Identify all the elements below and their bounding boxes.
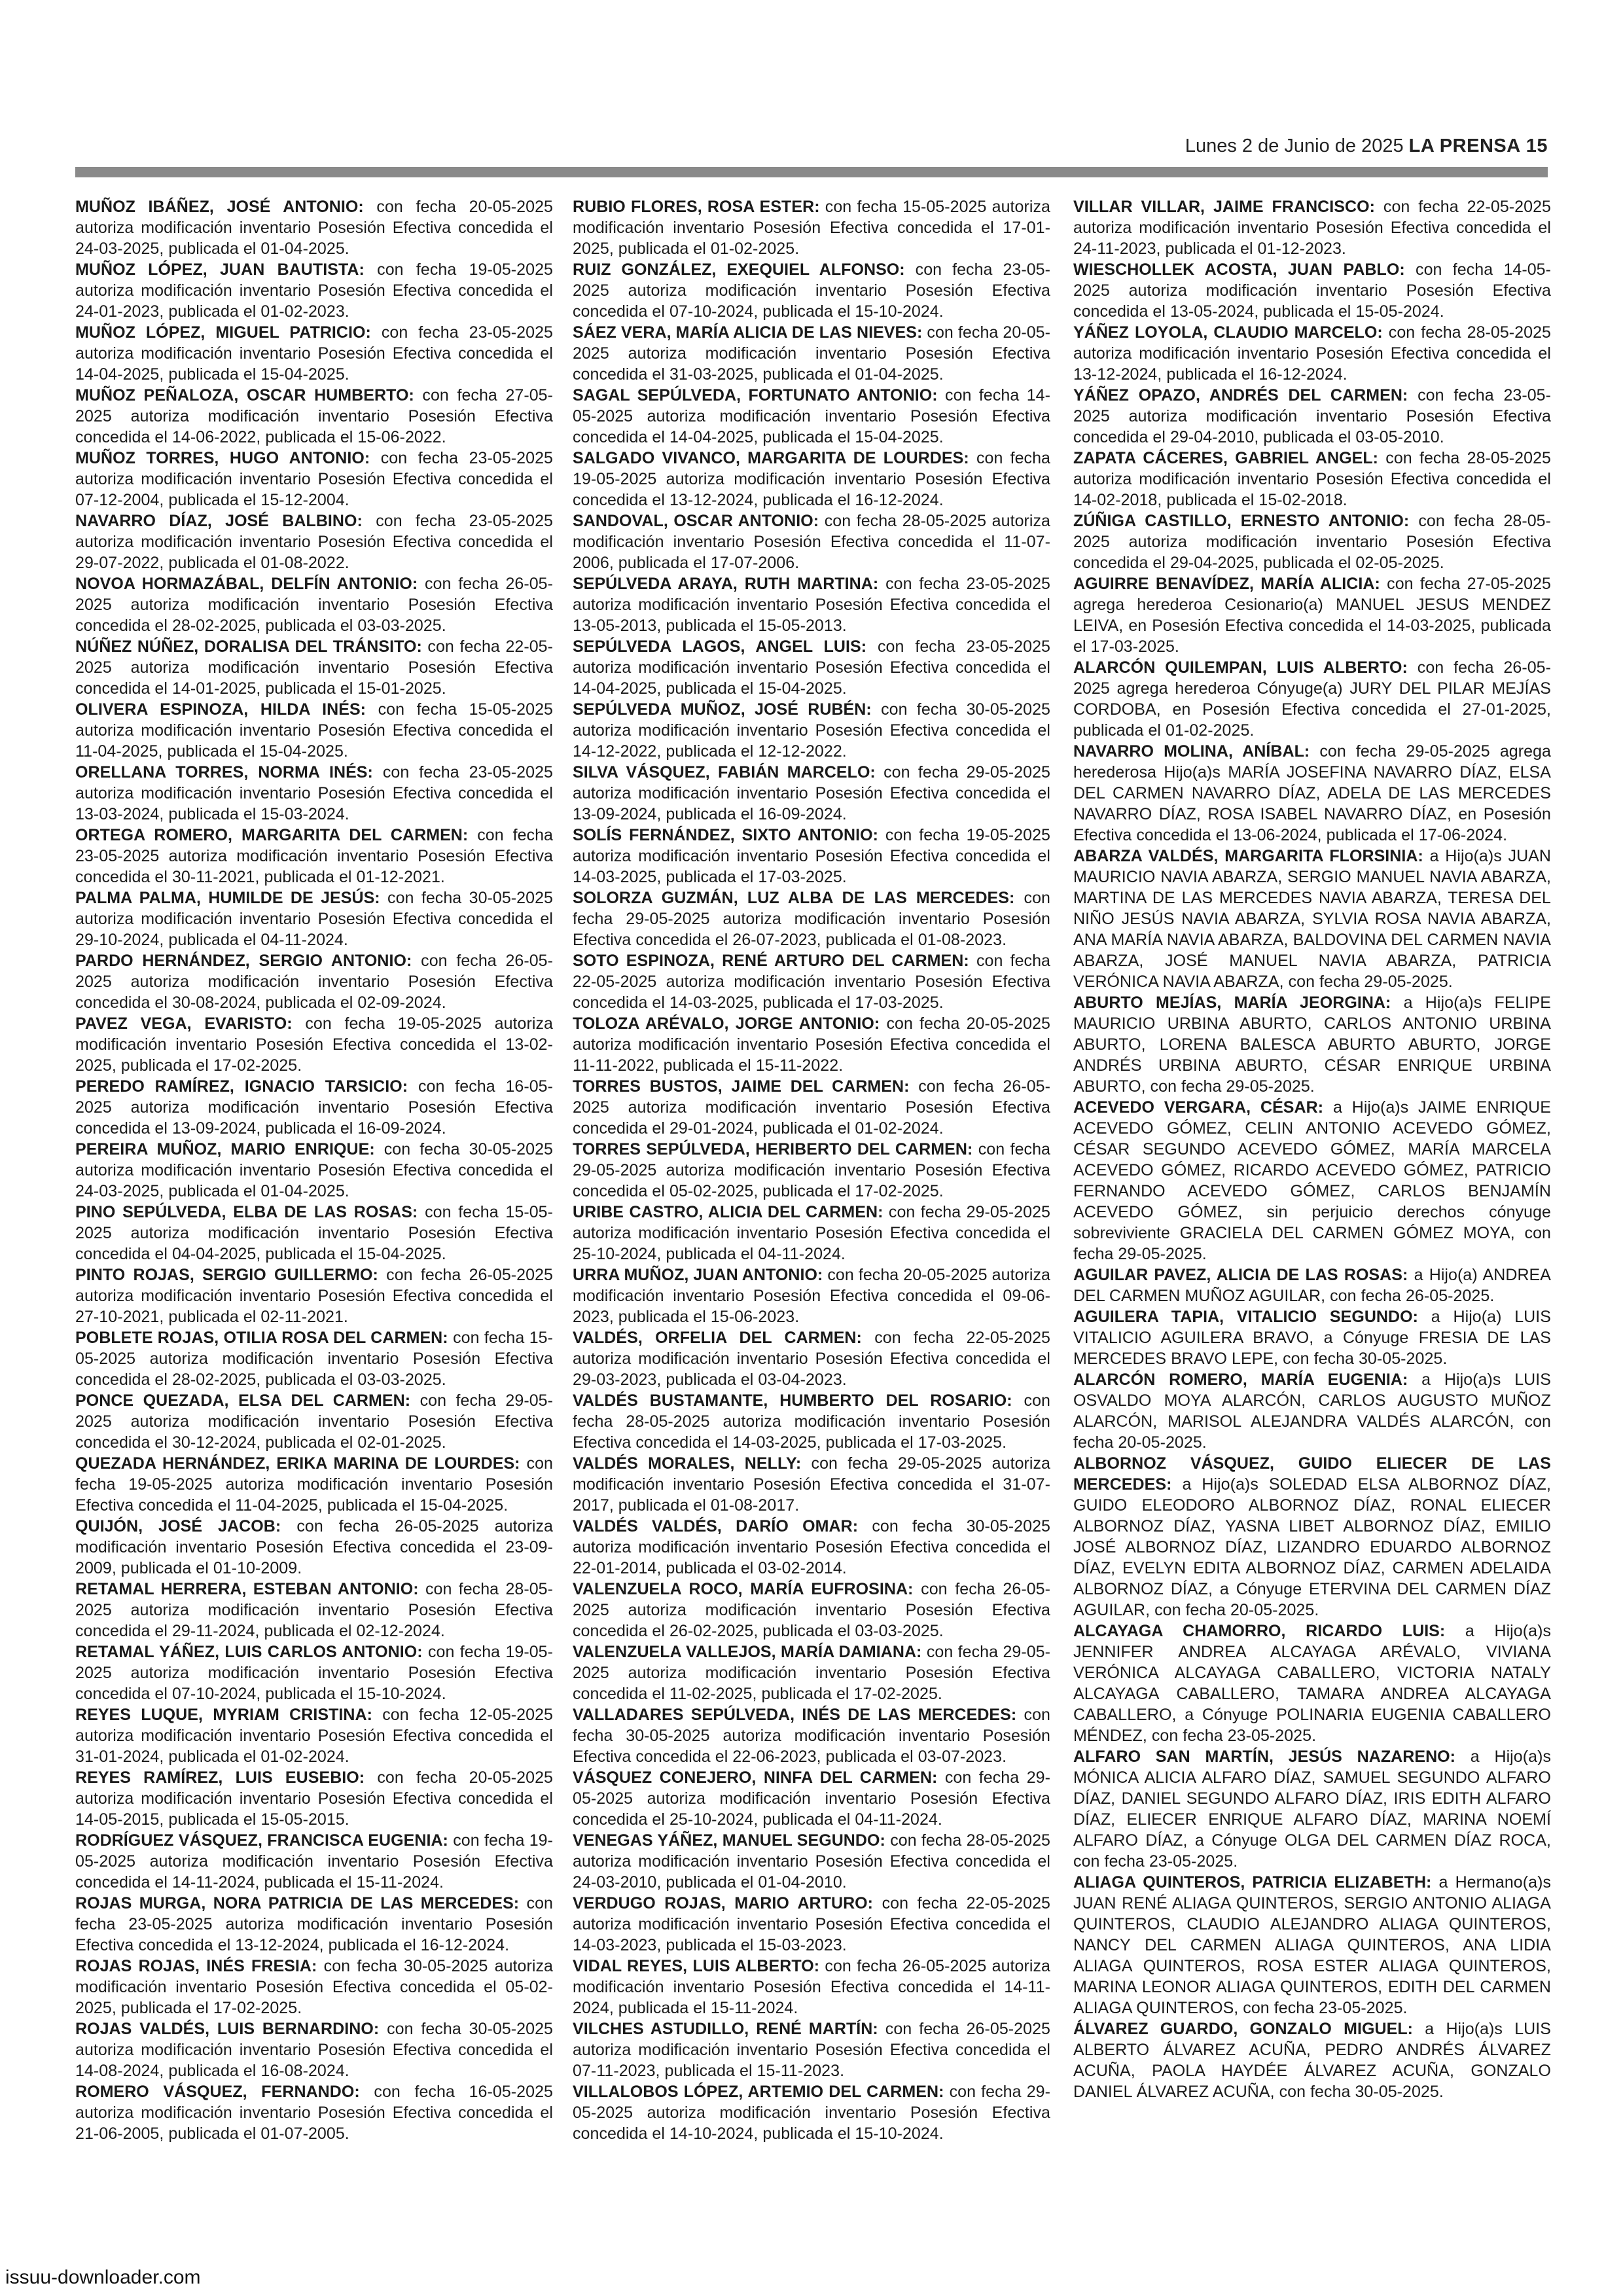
notice-name: ROJAS VALDÉS, LUIS BERNARDINO: (75, 2020, 380, 2038)
notice-name: ROMERO VÁSQUEZ, FERNANDO: (75, 2083, 360, 2101)
notice-entry (1073, 1369, 1551, 1453)
notice-name: RETAMAL HERRERA, ESTEBAN ANTONIO: (75, 1580, 419, 1598)
notice-name: MUÑOZ PEÑALOZA, OSCAR HUMBERTO: (75, 386, 414, 404)
notice-entry (1073, 2018, 1551, 2102)
notice-text: con fecha 26-05-2025 autoriza modificación inventario Posesión Efectiva concedida el 23-09-2009, publicada el 01-10-2009. (75, 1517, 553, 1577)
notice-text: con fecha 26-05-2025 autoriza modificación inventario Posesión Efectiva concedida el 28-02-2025, publicada el 03-03-2025. (75, 575, 553, 635)
notice-entry (75, 1767, 553, 1830)
notice-name: MUÑOZ LÓPEZ, JUAN BAUTISTA: (75, 260, 365, 279)
notice-entry (75, 888, 553, 950)
notice-entry (573, 1076, 1050, 1139)
notice-entry (1073, 573, 1551, 657)
notice-name: ROJAS MURGA, NORA PATRICIA DE LAS MERCEDES: (75, 1894, 520, 1912)
notice-entry (573, 699, 1050, 762)
notice-name: QUEZADA HERNÁNDEZ, ERIKA MARINA DE LOURDES: (75, 1454, 520, 1473)
notice-name: URIBE CASTRO, ALICIA DEL CARMEN: (573, 1203, 883, 1221)
notice-entry (75, 636, 553, 699)
notice-name: SEPÚLVEDA LAGOS, ANGEL LUIS: (573, 637, 867, 656)
notice-text: con fecha 28-05-2025 autoriza modificación inventario Posesión Efectiva concedida el 24-03-2010, publicada el 01-04-2010. (573, 1831, 1050, 1892)
notice-text: con fecha 29-05-2025 autoriza modificación inventario Posesión Efectiva concedida el 31-07-2017, publicada el 01-08-2017. (573, 1454, 1050, 1515)
notice-entry (75, 825, 553, 888)
notice-entry (573, 1641, 1050, 1704)
notice-text: con fecha 28-05-2025 autoriza modificación inventario Posesión Efectiva concedida el 29-04-2025, publicada el 02-05-2025. (1073, 512, 1551, 572)
notice-entry (573, 1893, 1050, 1956)
notice-name: AGUIRRE BENAVÍDEZ, MARÍA ALICIA: (1073, 575, 1380, 593)
header-paper: LA PRENSA (1408, 135, 1521, 156)
notice-name: PONCE QUEZADA, ELSA DEL CARMEN: (75, 1391, 411, 1410)
notice-name: YÁÑEZ OPAZO, ANDRÉS DEL CARMEN: (1073, 386, 1408, 404)
notice-text: con fecha 27-05-2025 agrega herederoa Cesionario(a) MANUEL JESUS MENDEZ LEIVA, en Posesión Efectiva concedida el 14-03-2025, publicada el 17-03-2025. (1073, 575, 1551, 656)
notice-name: VILLALOBOS LÓPEZ, ARTEMIO DEL CARMEN: (573, 2083, 944, 2101)
header-page-number: 15 (1525, 135, 1548, 156)
notice-text: con fecha 28-05-2025 autoriza modificación inventario Posesión Efectiva concedida el 14-02-2018, publicada el 15-02-2018. (1073, 449, 1551, 509)
notice-name: VILCHES ASTUDILLO, RENÉ MARTÍN: (573, 2020, 878, 2038)
notice-entry (573, 2081, 1050, 2144)
notice-text: con fecha 15-05-2025 autoriza modificación inventario Posesión Efectiva concedida el 04-04-2025, publicada el 15-04-2025. (75, 1203, 553, 1263)
notice-entry (75, 1076, 553, 1139)
notice-entry (1073, 657, 1551, 741)
notice-text: a Hijo(a)s JENNIFER ANDREA ALCAYAGA ARÉVALO, VIVIANA VERÓNICA ALCAYAGA CABALLERO, VICTORIA NATALY ALCAYAGA CABALLERO, TAMARA ANDREA ALCAYAGA CABALLERO, a Cónyuge POLINARIA EUGENIA CABALLERO MÉNDEZ, con fecha 23-05-2025. (1073, 1622, 1551, 1745)
notice-entry (573, 322, 1050, 385)
notice-entry (75, 2081, 553, 2144)
notice-entry (75, 1327, 553, 1390)
notice-entry (75, 1956, 553, 2018)
notice-entry (75, 448, 553, 511)
notice-entry (573, 1704, 1050, 1767)
notice-name: PINTO ROJAS, SERGIO GUILLERMO: (75, 1266, 378, 1284)
notice-entry (573, 1265, 1050, 1327)
notice-text: con fecha 23-05-2025 autoriza modificación inventario Posesión Efectiva concedida el 13-05-2013, publicada el 15-05-2013. (573, 575, 1050, 635)
notice-entry (75, 1013, 553, 1076)
notice-text: con fecha 29-05-2025 autoriza modificación inventario Posesión Efectiva concedida el 14-10-2024, publicada el 15-10-2024. (573, 2083, 1050, 2143)
notice-text: con fecha 23-05-2025 autoriza modificación inventario Posesión Efectiva concedida el 14-04-2025, publicada el 15-04-2025. (573, 637, 1050, 698)
notice-text: con fecha 26-05-2025 autoriza modificación inventario Posesión Efectiva concedida el 29-01-2024, publicada el 01-02-2024. (573, 1077, 1050, 1138)
notice-entry (573, 1013, 1050, 1076)
notice-name: ORTEGA ROMERO, MARGARITA DEL CARMEN: (75, 826, 469, 844)
notice-text: con fecha 19-05-2025 autoriza modificación inventario Posesión Efectiva concedida el 11-04-2025, publicada el 15-04-2025. (75, 1454, 553, 1515)
notice-text: a Hijo(a)s LUIS ALBERTO ÁLVAREZ ACUÑA, PEDRO ANDRÉS ÁLVAREZ ACUÑA, PAOLA HAYDÉE ÁLVAREZ ACUÑA, GONZALO DANIEL ÁLVAREZ ACUÑA, con fecha 30-05-2025. (1073, 2020, 1551, 2101)
notice-name: RUBIO FLORES, ROSA ESTER: (573, 198, 820, 216)
notice-name: PALMA PALMA, HUMILDE DE JESÚS: (75, 889, 380, 907)
notice-text: con fecha 30-05-2025 autoriza modificación inventario Posesión Efectiva concedida el 14-08-2024, publicada el 16-08-2024. (75, 2020, 553, 2080)
notice-text: a Hermano(a)s JUAN RENÉ ALIAGA QUINTEROS, SERGIO ANTONIO ALIAGA QUINTEROS, CLAUDIO ALEJANDRO ALIAGA QUINTEROS, NANCY DEL CARMEN ALIAGA QUINTEROS, ANA LIDIA ALIAGA QUINTEROS, ROSA ESTER ALIAGA QUINTEROS, MARINA LEONOR ALIAGA QUINTEROS, EDITH DEL CARMEN ALIAGA QUINTEROS, con fecha 23-05-2025. (1073, 1873, 1551, 2017)
notice-name: ÁLVAREZ GUARDO, GONZALO MIGUEL: (1073, 2020, 1414, 2038)
notice-entry (1073, 1453, 1551, 1621)
notice-entry (1073, 741, 1551, 846)
notice-name: MUÑOZ LÓPEZ, MIGUEL PATRICIO: (75, 323, 371, 342)
notice-entry (75, 1265, 553, 1327)
notice-name: ROJAS ROJAS, INÉS FRESIA: (75, 1957, 317, 1975)
notice-text: con fecha 15-05-2025 autoriza modificación inventario Posesión Efectiva concedida el 11-04-2025, publicada el 15-04-2025. (75, 700, 553, 761)
notice-name: PINO SEPÚLVEDA, ELBA DE LAS ROSAS: (75, 1203, 418, 1221)
notice-name: ZAPATA CÁCERES, GABRIEL ANGEL: (1073, 449, 1379, 467)
notice-entry (573, 259, 1050, 322)
notice-entry (1073, 511, 1551, 573)
notice-text: con fecha 30-05-2025 autoriza modificación inventario Posesión Efectiva concedida el 22-06-2023, publicada el 03-07-2023. (573, 1706, 1050, 1766)
notice-entry (1073, 385, 1551, 448)
notice-text: con fecha 22-05-2025 autoriza modificación inventario Posesión Efectiva concedida el 14-03-2023, publicada el 15-03-2023. (573, 1894, 1050, 1954)
notice-text: con fecha 19-05-2025 autoriza modificación inventario Posesión Efectiva concedida el 24-01-2023, publicada el 01-02-2023. (75, 260, 553, 321)
notice-entry (75, 2018, 553, 2081)
notice-entry (75, 196, 553, 259)
notice-text: con fecha 30-05-2025 autoriza modificación inventario Posesión Efectiva concedida el 22-01-2014, publicada el 03-02-2014. (573, 1517, 1050, 1577)
notice-text: con fecha 23-05-2025 autoriza modificación inventario Posesión Efectiva concedida el 14-04-2025, publicada el 15-04-2025. (75, 323, 553, 384)
notice-entry (573, 1516, 1050, 1579)
notice-text: con fecha 14-05-2025 autoriza modificación inventario Posesión Efectiva concedida el 14-04-2025, publicada el 15-04-2025. (573, 386, 1050, 446)
notice-name: ALCAYAGA CHAMORRO, RICARDO LUIS: (1073, 1622, 1446, 1640)
notice-text: con fecha 12-05-2025 autoriza modificación inventario Posesión Efectiva concedida el 31-01-2024, publicada el 01-02-2024. (75, 1706, 553, 1766)
notice-text: con fecha 23-05-2025 autoriza modificación inventario Posesión Efectiva concedida el 07-12-2004, publicada el 15-12-2004. (75, 449, 553, 509)
notice-text: con fecha 22-05-2025 autoriza modificación inventario Posesión Efectiva concedida el 14-01-2025, publicada el 15-01-2025. (75, 637, 553, 698)
notice-name: VENEGAS YÁÑEZ, MANUEL SEGUNDO: (573, 1831, 885, 1850)
notice-name: VERDUGO ROJAS, MARIO ARTURO: (573, 1894, 874, 1912)
notice-text: con fecha 19-05-2025 autoriza modificación inventario Posesión Efectiva concedida el 14-11-2024, publicada el 15-11-2024. (75, 1831, 553, 1892)
notice-text: con fecha 26-05-2025 agrega herederoa Cónyuge(a) JURY DEL PILAR MEJÍAS CORDOBA, en Posesión Efectiva concedida el 27-01-2025, publicada el 01-02-2025. (1073, 658, 1551, 740)
notice-text: con fecha 26-05-2025 autoriza modificación inventario Posesión Efectiva concedida el 07-11-2023, publicada el 15-11-2023. (573, 2020, 1050, 2080)
notice-text: con fecha 27-05-2025 autoriza modificación inventario Posesión Efectiva concedida el 14-06-2022, publicada el 15-06-2022. (75, 386, 553, 446)
notice-name: REYES RAMÍREZ, LUIS EUSEBIO: (75, 1768, 365, 1787)
notice-text: con fecha 28-05-2025 autoriza modificación inventario Posesión Efectiva concedida el 11-07-2006, publicada el 17-07-2006. (573, 512, 1050, 572)
notice-text: con fecha 29-05-2025 agrega herederosa Hijo(a)s MARÍA JOSEFINA NAVARRO DÍAZ, ELSA DEL CARMEN NAVARRO DÍAZ, ADELA DE LAS MERCEDES NAVARRO DÍAZ, ROSA ISABEL NAVARRO DÍAZ, en Posesión Efectiva concedida el 13-06-2024, publicada el 17-06-2024. (1073, 742, 1551, 844)
notice-name: VALENZUELA ROCO, MARÍA EUFROSINA: (573, 1580, 914, 1598)
notice-text: con fecha 20-05-2025 autoriza modificación inventario Posesión Efectiva concedida el 14-05-2015, publicada el 15-05-2015. (75, 1768, 553, 1829)
notice-name: OLIVERA ESPINOZA, HILDA INÉS: (75, 700, 366, 719)
notice-entry (75, 1704, 553, 1767)
notice-name: ZÚÑIGA CASTILLO, ERNESTO ANTONIO: (1073, 512, 1410, 530)
notice-name: RUIZ GONZÁLEZ, EXEQUIEL ALFONSO: (573, 260, 905, 279)
notice-name: PARDO HERNÁNDEZ, SERGIO ANTONIO: (75, 952, 412, 970)
notice-name: MUÑOZ TORRES, HUGO ANTONIO: (75, 449, 370, 467)
notice-name: SEPÚLVEDA MUÑOZ, JOSÉ RUBÉN: (573, 700, 872, 719)
notice-text: a Hijo(a)s FELIPE MAURICIO URBINA ABURTO, CARLOS ANTONIO URBINA ABURTO, LORENA BALESCA ABURTO ABURTO, JORGE ANDRÉS URBINA ABURTO, CÉSAR ENRIQUE URBINA ABURTO, con fecha 29-05-2025. (1073, 994, 1551, 1096)
notice-entry (75, 1139, 553, 1202)
notice-name: ALARCÓN QUILEMPAN, LUIS ALBERTO: (1073, 658, 1408, 677)
notice-name: NÚÑEZ NÚÑEZ, DORALISA DEL TRÁNSITO: (75, 637, 422, 656)
notice-entry (1073, 846, 1551, 992)
notice-name: POBLETE ROJAS, OTILIA ROSA DEL CARMEN: (75, 1329, 448, 1347)
notice-name: ALBORNOZ VÁSQUEZ, GUIDO ELIECER DE LAS MERCEDES: (1073, 1454, 1551, 1494)
notice-name: RETAMAL YÁÑEZ, LUIS CARLOS ANTONIO: (75, 1643, 423, 1661)
notice-text: con fecha 16-05-2025 autoriza modificación inventario Posesión Efectiva concedida el 21-06-2005, publicada el 01-07-2005. (75, 2083, 553, 2143)
notice-name: VILLAR VILLAR, JAIME FRANCISCO: (1073, 198, 1375, 216)
notice-text: con fecha 26-05-2025 autoriza modificación inventario Posesión Efectiva concedida el 26-02-2025, publicada el 03-03-2025. (573, 1580, 1050, 1640)
notice-name: VÁSQUEZ CONEJERO, NINFA DEL CARMEN: (573, 1768, 938, 1787)
notice-name: URRA MUÑOZ, JUAN ANTONIO: (573, 1266, 823, 1284)
notice-text: con fecha 29-05-2025 autoriza modificación inventario Posesión Efectiva concedida el 30-12-2024, publicada el 02-01-2025. (75, 1391, 553, 1452)
notice-entry (1073, 1621, 1551, 1746)
notice-name: NOVOA HORMAZÁBAL, DELFÍN ANTONIO: (75, 575, 418, 593)
notice-name: NAVARRO MOLINA, ANÍBAL: (1073, 742, 1310, 761)
page-header (75, 134, 1548, 158)
notice-entry (1073, 1265, 1551, 1306)
notice-text: con fecha 23-05-2025 autoriza modificación inventario Posesión Efectiva concedida el 07-10-2024, publicada el 15-10-2024. (573, 260, 1050, 321)
notice-entry (75, 259, 553, 322)
notice-entry (573, 888, 1050, 950)
notice-text: con fecha 30-05-2025 autoriza modificación inventario Posesión Efectiva concedida el 24-03-2025, publicada el 01-04-2025. (75, 1140, 553, 1200)
notice-text: con fecha 30-05-2025 autoriza modificación inventario Posesión Efectiva concedida el 29-10-2024, publicada el 04-11-2024. (75, 889, 553, 949)
notice-text: con fecha 22-05-2025 autoriza modificación inventario Posesión Efectiva concedida el 14-03-2025, publicada el 17-03-2025. (573, 952, 1050, 1012)
notice-entry (573, 511, 1050, 573)
notice-name: PAVEZ VEGA, EVARISTO: (75, 1014, 293, 1033)
notice-text: con fecha 19-05-2025 autoriza modificación inventario Posesión Efectiva concedida el 13-02-2025, publicada el 17-02-2025. (75, 1014, 553, 1075)
notice-entry (75, 1641, 553, 1704)
notice-text: con fecha 15-05-2025 autoriza modificación inventario Posesión Efectiva concedida el 28-02-2025, publicada el 03-03-2025. (75, 1329, 553, 1389)
notice-text: con fecha 22-05-2025 autoriza modificación inventario Posesión Efectiva concedida el 29-03-2023, publicada el 03-04-2023. (573, 1329, 1050, 1389)
notice-entry (1073, 196, 1551, 259)
notice-entry (573, 762, 1050, 825)
notice-entry (573, 1767, 1050, 1830)
notice-entry (75, 762, 553, 825)
footer-watermark: issuu-downloader.com (5, 2267, 201, 2288)
notice-entry (1073, 1872, 1551, 2018)
notice-name: SEPÚLVEDA ARAYA, RUTH MARTINA: (573, 575, 879, 593)
notice-name: YÁÑEZ LOYOLA, CLAUDIO MARCELO: (1073, 323, 1383, 342)
notice-entry (1073, 1306, 1551, 1369)
notice-name: NAVARRO DÍAZ, JOSÉ BALBINO: (75, 512, 363, 530)
notice-entry (573, 1327, 1050, 1390)
notice-name: VALDÉS MORALES, NELLY: (573, 1454, 802, 1473)
notice-text: a Hijo(a)s JUAN MAURICIO NAVIA ABARZA, SERGIO MANUEL NAVIA ABARZA, MARTINA DE LAS MERCEDES NAVIA ABARZA, TERESA DEL NIÑO JESÚS NAVIA ABARZA, SYLVIA ROSA NAVIA ABARZA, ANA MARÍA NAVIA ABARZA, BALDOVINA DEL CARMEN NAVIA ABARZA, JOSÉ MANUEL NAVIA ABARZA, PATRICIA VERÓNICA NAVIA ABARZA, con fecha 29-05-2025. (1073, 847, 1551, 991)
notice-entry (75, 1516, 553, 1579)
notice-entry (75, 699, 553, 762)
notice-entry (75, 1830, 553, 1893)
notice-name: ACEVEDO VERGARA, CÉSAR: (1073, 1098, 1324, 1117)
notice-name: VALLADARES SEPÚLVEDA, INÉS DE LAS MERCEDES: (573, 1706, 1017, 1724)
notice-name: SAGAL SEPÚLVEDA, FORTUNATO ANTONIO: (573, 386, 938, 404)
notice-name: AGUILERA TAPIA, VITALICIO SEGUNDO: (1073, 1308, 1419, 1326)
notice-entry (573, 573, 1050, 636)
notice-name: REYES LUQUE, MYRIAM CRISTINA: (75, 1706, 372, 1724)
notice-entry (573, 2018, 1050, 2081)
notice-text: con fecha 20-05-2025 autoriza modificación inventario Posesión Efectiva concedida el 24-03-2025, publicada el 01-04-2025. (75, 198, 553, 258)
notice-entry (573, 1579, 1050, 1641)
notice-entry (75, 573, 553, 636)
notice-entry (573, 1830, 1050, 1893)
notice-name: TORRES BUSTOS, JAIME DEL CARMEN: (573, 1077, 910, 1096)
notice-entry (573, 1390, 1050, 1453)
notice-text: a Hijo(a) LUIS VITALICIO AGUILERA BRAVO, a Cónyuge FRESIA DE LAS MERCEDES BRAVO LEPE, con fecha 30-05-2025. (1073, 1308, 1551, 1368)
notice-entry (573, 950, 1050, 1013)
notice-entry (75, 1202, 553, 1265)
notice-entry (75, 1390, 553, 1453)
notice-entry (1073, 322, 1551, 385)
notice-entry (1073, 259, 1551, 322)
notice-entry (573, 1956, 1050, 2018)
notice-entry (573, 385, 1050, 448)
notice-entry (75, 385, 553, 448)
notice-name: PEREIRA MUÑOZ, MARIO ENRIQUE: (75, 1140, 375, 1158)
notice-name: ORELLANA TORRES, NORMA INÉS: (75, 763, 373, 781)
notice-name: ABARZA VALDÉS, MARGARITA FLORSINIA: (1073, 847, 1423, 865)
notice-text: a Hijo(a)s MÓNICA ALICIA ALFARO DÍAZ, SAMUEL SEGUNDO ALFARO DÍAZ, DANIEL SEGUNDO ALFARO DÍAZ, IRIS EDITH ALFARO DÍAZ, ELIECER ENRIQUE ALFARO DÍAZ, MARINA NOEMÍ ALFARO DÍAZ, a Cónyuge OLGA DEL CARMEN DÍAZ ROCA, con fecha 23-05-2025. (1073, 1748, 1551, 1871)
notice-text: con fecha 29-05-2025 autoriza modificación inventario Posesión Efectiva concedida el 11-02-2025, publicada el 17-02-2025. (573, 1643, 1050, 1703)
notice-entry (573, 448, 1050, 511)
notice-text: con fecha 16-05-2025 autoriza modificación inventario Posesión Efectiva concedida el 13-09-2024, publicada el 16-09-2024. (75, 1077, 553, 1138)
header-rule (75, 167, 1548, 177)
notice-name: SOLÍS FERNÁNDEZ, SIXTO ANTONIO: (573, 826, 879, 844)
notice-entry (75, 1579, 553, 1641)
notice-text: con fecha 19-05-2025 autoriza modificación inventario Posesión Efectiva concedida el 13-12-2024, publicada el 16-12-2024. (573, 449, 1050, 509)
notice-entry (1073, 1097, 1551, 1265)
notice-name: MUÑOZ IBÁÑEZ, JOSÉ ANTONIO: (75, 198, 364, 216)
notice-text: a Hijo(a)s SOLEDAD ELSA ALBORNOZ DÍAZ, GUIDO ELEODORO ALBORNOZ DÍAZ, RONAL ELIECER ALBORNOZ DÍAZ, YASNA LIBET ALBORNOZ DÍAZ, EMILIO JOSÉ ALBORNOZ DÍAZ, LIZANDRO EDUARDO ALBORNOZ DÍAZ, EVELYN EDITA ALBORNOZ DÍAZ, CARMEN ADELAIDA ALBORNOZ DÍAZ, a Cónyuge ETERVINA DEL CARMEN DÍAZ AGUILAR, con fecha 20-05-2025. (1073, 1475, 1551, 1619)
notice-name: SILVA VÁSQUEZ, FABIÁN MARCELO: (573, 763, 876, 781)
notice-text: con fecha 23-05-2025 autoriza modificación inventario Posesión Efectiva concedida el 13-12-2024, publicada el 16-12-2024. (75, 1894, 553, 1954)
notice-text: con fecha 20-05-2025 autoriza modificación inventario Posesión Efectiva concedida el 11-11-2022, publicada el 15-11-2022. (573, 1014, 1050, 1075)
notice-text: con fecha 15-05-2025 autoriza modificación inventario Posesión Efectiva concedida el 17-01-2025, publicada el 01-02-2025. (573, 198, 1050, 258)
column-1 (75, 196, 553, 2199)
notice-text: con fecha 29-05-2025 autoriza modificación inventario Posesión Efectiva concedida el 25-10-2024, publicada el 04-11-2024. (573, 1768, 1050, 1829)
notice-name: TORRES SEPÚLVEDA, HERIBERTO DEL CARMEN: (573, 1140, 973, 1158)
notice-text: con fecha 29-05-2025 autoriza modificación inventario Posesión Efectiva concedida el 26-07-2023, publicada el 01-08-2023. (573, 889, 1050, 949)
notice-name: SÁEZ VERA, MARÍA ALICIA DE LAS NIEVES: (573, 323, 923, 342)
notice-entry (75, 950, 553, 1013)
notice-text: con fecha 14-05-2025 autoriza modificación inventario Posesión Efectiva concedida el 13-05-2024, publicada el 15-05-2024. (1073, 260, 1551, 321)
notice-text: con fecha 22-05-2025 autoriza modificación inventario Posesión Efectiva concedida el 24-11-2023, publicada el 01-12-2023. (1073, 198, 1551, 258)
notice-entry (75, 511, 553, 573)
notice-entry (1073, 1746, 1551, 1872)
notice-name: RODRÍGUEZ VÁSQUEZ, FRANCISCA EUGENIA: (75, 1831, 448, 1850)
notice-text: con fecha 26-05-2025 autoriza modificación inventario Posesión Efectiva concedida el 27-10-2021, publicada el 02-11-2021. (75, 1266, 553, 1326)
notice-name: TOLOZA ARÉVALO, JORGE ANTONIO: (573, 1014, 880, 1033)
notice-name: SOTO ESPINOZA, RENÉ ARTURO DEL CARMEN: (573, 952, 969, 970)
notice-entry (1073, 992, 1551, 1097)
notice-text: con fecha 28-05-2025 autoriza modificación inventario Posesión Efectiva concedida el 14-03-2025, publicada el 17-03-2025. (573, 1391, 1050, 1452)
notice-name: AGUILAR PAVEZ, ALICIA DE LAS ROSAS: (1073, 1266, 1408, 1284)
notice-text: con fecha 28-05-2025 autoriza modificación inventario Posesión Efectiva concedida el 29-11-2024, publicada el 02-12-2024. (75, 1580, 553, 1640)
notice-name: ALFARO SAN MARTÍN, JESÚS NAZARENO: (1073, 1748, 1456, 1766)
notice-text: con fecha 23-05-2025 autoriza modificación inventario Posesión Efectiva concedida el 29-04-2010, publicada el 03-05-2010. (1073, 386, 1551, 446)
notice-entry (1073, 448, 1551, 511)
notice-text: con fecha 19-05-2025 autoriza modificación inventario Posesión Efectiva concedida el 07-10-2024, publicada el 15-10-2024. (75, 1643, 553, 1703)
notice-text: con fecha 28-05-2025 autoriza modificación inventario Posesión Efectiva concedida el 13-12-2024, publicada el 16-12-2024. (1073, 323, 1551, 384)
notice-entry (573, 636, 1050, 699)
notice-entry (75, 322, 553, 385)
column-3 (1073, 196, 1551, 2199)
notice-entry (573, 1202, 1050, 1265)
notice-name: VALENZUELA VALLEJOS, MARÍA DAMIANA: (573, 1643, 922, 1661)
notice-text: con fecha 30-05-2025 autoriza modificación inventario Posesión Efectiva concedida el 14-12-2022, publicada el 12-12-2022. (573, 700, 1050, 761)
notice-entry (573, 1139, 1050, 1202)
notice-entry (573, 196, 1050, 259)
notice-text: a Hijo(a)s JAIME ENRIQUE ACEVEDO GÓMEZ, CELIN ANTONIO ACEVEDO GÓMEZ, CÉSAR SEGUNDO ACEVEDO GÓMEZ, MARÍA MARCELA ACEVEDO GÓMEZ, RICARDO ACEVEDO GÓMEZ, PATRICIO FERNANDO ACEVEDO GÓMEZ, CARLOS BENJAMÍN ACEVEDO GÓMEZ, sin perjuicio derechos cónyuge sobreviviente GRACIELA DEL CARMEN GÓMEZ MOYA, con fecha 29-05-2025. (1073, 1098, 1551, 1263)
notice-text: con fecha 29-05-2025 autoriza modificación inventario Posesión Efectiva concedida el 05-02-2025, publicada el 17-02-2025. (573, 1140, 1050, 1200)
notice-entry (573, 1453, 1050, 1516)
notice-name: ABURTO MEJÍAS, MARÍA JEORGINA: (1073, 994, 1391, 1012)
notice-text: a Hijo(a)s LUIS OSVALDO MOYA ALARCÓN, CARLOS AUGUSTO MUÑOZ ALARCÓN, MARISOL ALEJANDRA VALDÉS ALARCÓN, con fecha 20-05-2025. (1073, 1371, 1551, 1452)
notice-text: con fecha 29-05-2025 autoriza modificación inventario Posesión Efectiva concedida el 13-09-2024, publicada el 16-09-2024. (573, 763, 1050, 823)
notice-name: VALDÉS, ORFELIA DEL CARMEN: (573, 1329, 862, 1347)
notice-text: con fecha 30-05-2025 autoriza modificación inventario Posesión Efectiva concedida el 05-02-2025, publicada el 17-02-2025. (75, 1957, 553, 2017)
notice-name: VALDÉS BUSTAMANTE, HUMBERTO DEL ROSARIO: (573, 1391, 1012, 1410)
notice-name: SANDOVAL, OSCAR ANTONIO: (573, 512, 819, 530)
notice-name: WIESCHOLLEK ACOSTA, JUAN PABLO: (1073, 260, 1405, 279)
notice-entry (573, 825, 1050, 888)
notice-name: SALGADO VIVANCO, MARGARITA DE LOURDES: (573, 449, 969, 467)
notice-text: con fecha 26-05-2025 autoriza modificación inventario Posesión Efectiva concedida el 14-11-2024, publicada el 15-11-2024. (573, 1957, 1050, 2017)
notice-name: VIDAL REYES, LUIS ALBERTO: (573, 1957, 820, 1975)
notice-text: con fecha 23-05-2025 autoriza modificación inventario Posesión Efectiva concedida el 13-03-2024, publicada el 15-03-2024. (75, 763, 553, 823)
notice-text: con fecha 20-05-2025 autoriza modificación inventario Posesión Efectiva concedida el 31-03-2025, publicada el 01-04-2025. (573, 323, 1050, 384)
notice-name: QUIJÓN, JOSÉ JACOB: (75, 1517, 281, 1535)
notice-text: con fecha 26-05-2025 autoriza modificación inventario Posesión Efectiva concedida el 30-08-2024, publicada el 02-09-2024. (75, 952, 553, 1012)
notice-text: con fecha 20-05-2025 autoriza modificación inventario Posesión Efectiva concedida el 09-06-2023, publicada el 15-06-2023. (573, 1266, 1050, 1326)
notice-text: a Hijo(a) ANDREA DEL CARMEN MUÑOZ AGUILAR, con fecha 26-05-2025. (1073, 1266, 1551, 1305)
notice-entry (75, 1893, 553, 1956)
notice-name: SOLORZA GUZMÁN, LUZ ALBA DE LAS MERCEDES: (573, 889, 1015, 907)
notice-name: VALDÉS VALDÉS, DARÍO OMAR: (573, 1517, 859, 1535)
notice-text: con fecha 19-05-2025 autoriza modificación inventario Posesión Efectiva concedida el 14-03-2025, publicada el 17-03-2025. (573, 826, 1050, 886)
notice-name: ALIAGA QUINTEROS, PATRICIA ELIZABETH: (1073, 1873, 1432, 1892)
notice-text: con fecha 23-05-2025 autoriza modificación inventario Posesión Efectiva concedida el 29-07-2022, publicada el 01-08-2022. (75, 512, 553, 572)
notice-text: con fecha 29-05-2025 autoriza modificación inventario Posesión Efectiva concedida el 25-10-2024, publicada el 04-11-2024. (573, 1203, 1050, 1263)
notice-name: PEREDO RAMÍREZ, IGNACIO TARSICIO: (75, 1077, 408, 1096)
notice-entry (75, 1453, 553, 1516)
notice-text: con fecha 23-05-2025 autoriza modificación inventario Posesión Efectiva concedida el 30-11-2021, publicada el 01-12-2021. (75, 826, 553, 886)
notice-name: ALARCÓN ROMERO, MARÍA EUGENIA: (1073, 1371, 1408, 1389)
column-2 (573, 196, 1050, 2199)
header-date: Lunes 2 de Junio de 2025 (1185, 135, 1404, 156)
